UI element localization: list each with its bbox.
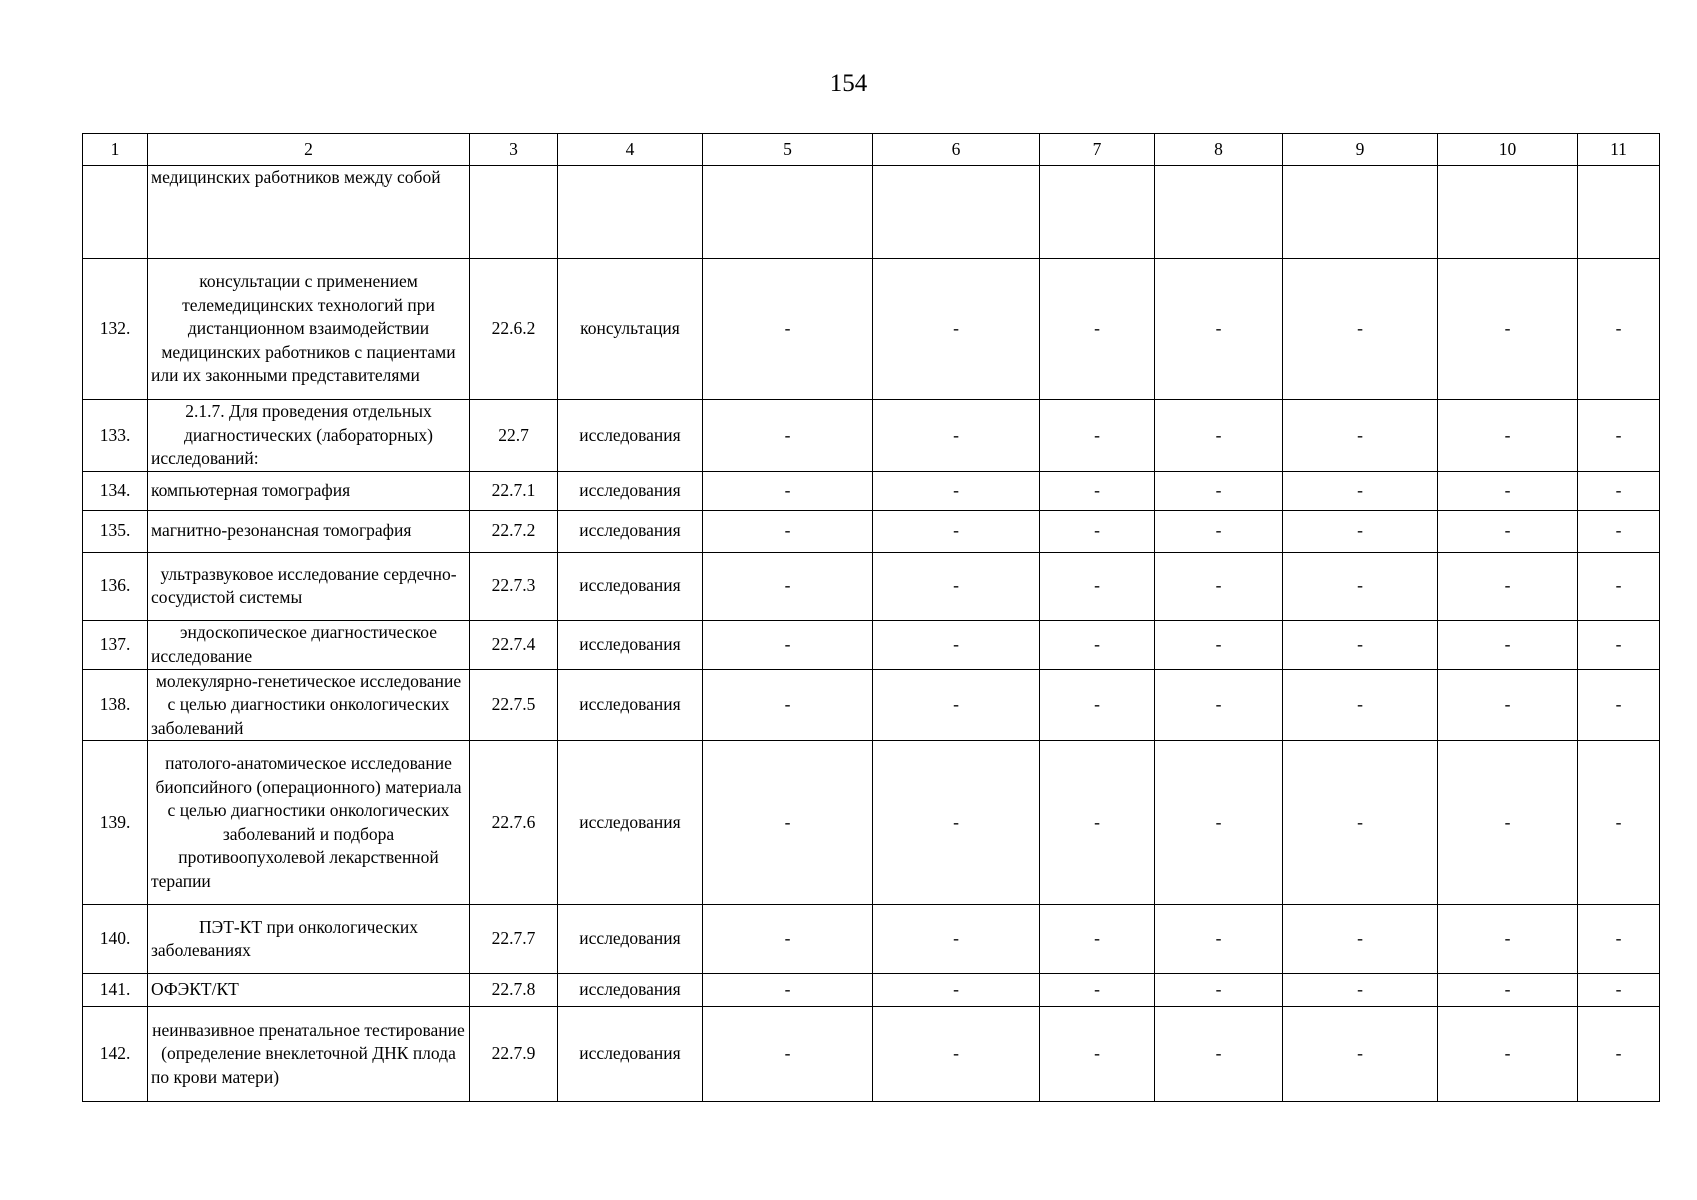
value-cell: - — [1578, 510, 1660, 552]
value-cell: - — [873, 741, 1040, 905]
value-cell: - — [1040, 471, 1155, 510]
value-cell: - — [703, 259, 873, 400]
value-cell — [1283, 166, 1438, 259]
value-cell: - — [873, 905, 1040, 974]
value-cell: - — [1438, 471, 1578, 510]
description-cell: неинвазивное пренатальное тестирование (определение внеклеточной ДНК плода по крови матери) — [148, 1007, 470, 1102]
value-cell: - — [873, 620, 1040, 669]
value-cell: - — [1283, 620, 1438, 669]
value-cell: - — [1155, 905, 1283, 974]
value-cell: - — [1438, 669, 1578, 741]
value-cell: - — [1040, 259, 1155, 400]
value-cell: - — [1040, 400, 1155, 472]
description-cell: магнитно-резонансная томография — [148, 510, 470, 552]
table-row — [83, 669, 1660, 741]
unit-cell: исследования — [558, 552, 703, 620]
value-cell: - — [1155, 741, 1283, 905]
row-number-cell: 142. — [83, 1007, 148, 1102]
value-cell: - — [703, 974, 873, 1007]
code-cell: 22.7.9 — [470, 1007, 558, 1102]
column-header: 10 — [1438, 134, 1578, 166]
row-number-cell: 138. — [83, 669, 148, 741]
column-header: 9 — [1283, 134, 1438, 166]
value-cell — [703, 166, 873, 259]
row-number-cell: 141. — [83, 974, 148, 1007]
column-header: 8 — [1155, 134, 1283, 166]
code-cell: 22.7.2 — [470, 510, 558, 552]
value-cell: - — [1283, 552, 1438, 620]
value-cell: - — [1438, 905, 1578, 974]
value-cell: - — [703, 1007, 873, 1102]
code-cell: 22.7.6 — [470, 741, 558, 905]
value-cell: - — [1040, 974, 1155, 1007]
value-cell: - — [1578, 259, 1660, 400]
column-header: 7 — [1040, 134, 1155, 166]
value-cell: - — [1283, 259, 1438, 400]
value-cell: - — [873, 510, 1040, 552]
data-table — [82, 133, 1660, 1102]
code-cell — [470, 166, 558, 259]
value-cell: - — [1040, 510, 1155, 552]
value-cell: - — [1040, 905, 1155, 974]
table-row — [83, 400, 1660, 472]
value-cell: - — [1155, 974, 1283, 1007]
value-cell: - — [873, 669, 1040, 741]
value-cell: - — [1040, 1007, 1155, 1102]
description-cell: эндоскопическое диагностическое исследование — [148, 620, 470, 669]
page-number: 154 — [829, 70, 868, 97]
value-cell — [1438, 166, 1578, 259]
value-cell: - — [1040, 669, 1155, 741]
unit-cell: консультация — [558, 259, 703, 400]
value-cell: - — [1283, 400, 1438, 472]
table-row — [83, 620, 1660, 669]
description-cell: молекулярно-генетическое исследование с целью диагностики онкологических заболеваний — [148, 669, 470, 741]
description-cell: ПЭТ-КТ при онкологических заболеваниях — [148, 905, 470, 974]
table-row — [83, 259, 1660, 400]
code-cell: 22.7.5 — [470, 669, 558, 741]
description-cell: ОФЭКТ/КТ — [148, 974, 470, 1007]
code-cell: 22.7 — [470, 400, 558, 472]
value-cell: - — [1578, 471, 1660, 510]
value-cell: - — [1283, 471, 1438, 510]
value-cell: - — [1578, 741, 1660, 905]
unit-cell: исследования — [558, 471, 703, 510]
value-cell: - — [1438, 259, 1578, 400]
value-cell: - — [1438, 620, 1578, 669]
value-cell: - — [1438, 400, 1578, 472]
table-row — [83, 552, 1660, 620]
column-header: 3 — [470, 134, 558, 166]
value-cell: - — [703, 741, 873, 905]
unit-cell: исследования — [558, 741, 703, 905]
value-cell: - — [1155, 552, 1283, 620]
value-cell: - — [703, 510, 873, 552]
value-cell: - — [1155, 471, 1283, 510]
unit-cell: исследования — [558, 974, 703, 1007]
description-cell: 2.1.7. Для проведения отдельных диагностических (лабораторных) исследований: — [148, 400, 470, 472]
value-cell: - — [1283, 1007, 1438, 1102]
unit-cell: исследования — [558, 905, 703, 974]
value-cell: - — [1155, 669, 1283, 741]
code-cell: 22.7.8 — [470, 974, 558, 1007]
description-cell: консультации с применением телемедицинских технологий при дистанционном взаимодействии медицинских работников с пациентами или их законными представителями — [148, 259, 470, 400]
value-cell: - — [1283, 741, 1438, 905]
value-cell: - — [1578, 905, 1660, 974]
code-cell: 22.7.4 — [470, 620, 558, 669]
unit-cell — [558, 166, 703, 259]
value-cell: - — [1578, 400, 1660, 472]
table-row — [83, 471, 1660, 510]
value-cell — [1040, 166, 1155, 259]
unit-cell: исследования — [558, 669, 703, 741]
unit-cell: исследования — [558, 510, 703, 552]
unit-cell: исследования — [558, 620, 703, 669]
row-number-cell — [83, 166, 148, 259]
value-cell: - — [873, 471, 1040, 510]
value-cell: - — [1283, 905, 1438, 974]
value-cell: - — [1155, 1007, 1283, 1102]
row-number-cell: 140. — [83, 905, 148, 974]
value-cell: - — [1578, 1007, 1660, 1102]
value-cell: - — [873, 259, 1040, 400]
column-header: 5 — [703, 134, 873, 166]
value-cell: - — [703, 905, 873, 974]
column-header: 2 — [148, 134, 470, 166]
code-cell: 22.7.1 — [470, 471, 558, 510]
value-cell: - — [1578, 620, 1660, 669]
table-row — [83, 905, 1660, 974]
column-header: 11 — [1578, 134, 1660, 166]
continuation-row — [83, 166, 1660, 259]
value-cell — [873, 166, 1040, 259]
row-number-cell: 139. — [83, 741, 148, 905]
header-row — [83, 134, 1660, 166]
value-cell: - — [873, 400, 1040, 472]
value-cell: - — [703, 669, 873, 741]
row-number-cell: 134. — [83, 471, 148, 510]
table-row — [83, 741, 1660, 905]
value-cell: - — [1283, 510, 1438, 552]
value-cell: - — [873, 1007, 1040, 1102]
value-cell: - — [873, 974, 1040, 1007]
value-cell — [1155, 166, 1283, 259]
value-cell: - — [1155, 259, 1283, 400]
value-cell: - — [1578, 669, 1660, 741]
code-cell: 22.6.2 — [470, 259, 558, 400]
table-row — [83, 510, 1660, 552]
value-cell: - — [1040, 620, 1155, 669]
code-cell: 22.7.7 — [470, 905, 558, 974]
value-cell: - — [873, 552, 1040, 620]
value-cell: - — [703, 400, 873, 472]
column-header: 6 — [873, 134, 1040, 166]
column-header: 1 — [83, 134, 148, 166]
unit-cell: исследования — [558, 1007, 703, 1102]
value-cell: - — [1040, 741, 1155, 905]
description-cell: патолого-анатомическое исследование биопсийного (операционного) материала с целью диагностики онкологических заболеваний и подбора противоопухолевой лекарственной терапии — [148, 741, 470, 905]
value-cell: - — [1155, 620, 1283, 669]
value-cell: - — [1438, 510, 1578, 552]
value-cell: - — [1040, 552, 1155, 620]
table-row — [83, 1007, 1660, 1102]
value-cell: - — [1438, 1007, 1578, 1102]
row-number-cell: 135. — [83, 510, 148, 552]
row-number-cell: 137. — [83, 620, 148, 669]
value-cell: - — [1155, 510, 1283, 552]
unit-cell: исследования — [558, 400, 703, 472]
value-cell: - — [1578, 974, 1660, 1007]
value-cell: - — [1283, 669, 1438, 741]
value-cell: - — [1438, 974, 1578, 1007]
code-cell: 22.7.3 — [470, 552, 558, 620]
value-cell: - — [703, 471, 873, 510]
column-header: 4 — [558, 134, 703, 166]
description-cell: ультразвуковое исследование сердечно-сосудистой системы — [148, 552, 470, 620]
value-cell — [1578, 166, 1660, 259]
row-number-cell: 136. — [83, 552, 148, 620]
value-cell: - — [1578, 552, 1660, 620]
row-number-cell: 132. — [83, 259, 148, 400]
row-number-cell: 133. — [83, 400, 148, 472]
description-cell: компьютерная томография — [148, 471, 470, 510]
value-cell: - — [1283, 974, 1438, 1007]
table-row — [83, 974, 1660, 1007]
value-cell: - — [703, 620, 873, 669]
value-cell: - — [1438, 741, 1578, 905]
description-cell: медицинских работников между собой — [148, 166, 470, 259]
value-cell: - — [1438, 552, 1578, 620]
value-cell: - — [703, 552, 873, 620]
value-cell: - — [1155, 400, 1283, 472]
